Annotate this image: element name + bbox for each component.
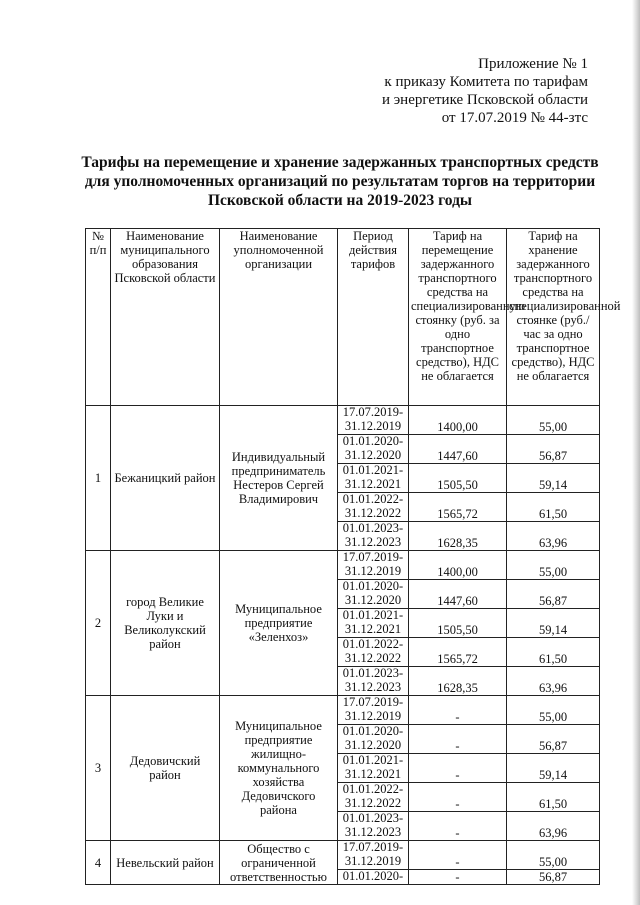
period-cell: 01.01.2021-31.12.2021 (338, 464, 409, 493)
store-tariff-cell (507, 493, 600, 522)
move-tariff-cell (409, 870, 507, 885)
move-tariff-cell (409, 667, 507, 696)
tariff-value: 1505,50 (437, 478, 478, 492)
municipality-cell: Бежаницкий район (111, 406, 220, 551)
period-cell: 01.01.2023-31.12.2023 (338, 667, 409, 696)
store-tariff-cell (507, 522, 600, 551)
store-tariff-cell (507, 754, 600, 783)
organization-cell: Муниципальное предприятие жилищно-коммунального хозяйства Дедовичского района (220, 696, 338, 841)
tariff-value: 56,87 (538, 449, 568, 463)
period-cell: 01.01.2023-31.12.2023 (338, 522, 409, 551)
appendix-line: к приказу Комитета по тарифам (384, 74, 588, 90)
appendix-header (382, 55, 588, 127)
period-cell: 01.01.2022-31.12.2022 (338, 638, 409, 667)
scan-page-edge (632, 0, 640, 905)
period-cell: 01.01.2020- (338, 870, 409, 885)
table-header-row (86, 229, 600, 406)
tariff-value: 63,96 (538, 681, 568, 695)
organization-cell: Индивидуальный предприниматель Нестеров Сергей Владимирович (220, 406, 338, 551)
organization-cell: Общество с ограниченной ответственностью (220, 841, 338, 885)
move-tariff-cell (409, 841, 507, 870)
tariff-value: - (455, 710, 460, 724)
store-tariff-cell (507, 406, 600, 435)
tariff-value: - (455, 855, 460, 869)
store-tariff-cell (507, 725, 600, 754)
move-tariff-cell (409, 812, 507, 841)
move-tariff-cell (409, 580, 507, 609)
title-line: Тарифы на перемещение и хранение задержанных транспортных средств (81, 154, 599, 171)
tariff-value: 1628,35 (437, 681, 478, 695)
period-cell: 01.01.2020-31.12.2020 (338, 725, 409, 754)
tariff-value: 55,00 (538, 855, 568, 869)
period-cell: 01.01.2021-31.12.2021 (338, 754, 409, 783)
title-line: для уполномоченных организаций по результатам торгов на территории (84, 173, 596, 190)
header-store-tariff: Тариф на хранение задержанного транспортного средства на специализированной стоянке (руб./час за одно транспортное средство), НДС не облагается (507, 229, 600, 406)
municipality-cell: Дедовичский район (111, 696, 220, 841)
appendix-line: от 17.07.2019 № 44-зтс (441, 110, 588, 126)
period-cell: 17.07.2019-31.12.2019 (338, 841, 409, 870)
move-tariff-cell (409, 609, 507, 638)
tariff-value: 63,96 (538, 536, 568, 550)
store-tariff-cell (507, 841, 600, 870)
tariff-value: 1447,60 (437, 594, 478, 608)
period-cell: 17.07.2019-31.12.2019 (338, 406, 409, 435)
title-line: Псковской области на 2019-2023 годы (207, 192, 473, 209)
store-tariff-cell (507, 435, 600, 464)
tariff-value: - (455, 826, 460, 840)
period-cell: 01.01.2020-31.12.2020 (338, 435, 409, 464)
table-row (86, 841, 600, 870)
move-tariff-cell (409, 464, 507, 493)
tariff-value: 1447,60 (437, 449, 478, 463)
store-tariff-cell (507, 609, 600, 638)
tariff-value: 55,00 (538, 565, 568, 579)
tariff-value: 61,50 (538, 507, 568, 521)
row-number: 2 (86, 551, 111, 696)
store-tariff-cell (507, 464, 600, 493)
period-cell: 01.01.2021-31.12.2021 (338, 609, 409, 638)
move-tariff-cell (409, 493, 507, 522)
move-tariff-cell (409, 406, 507, 435)
organization-cell: Муниципальное предприятие «Зеленхоз» (220, 551, 338, 696)
tariff-value: 1505,50 (437, 623, 478, 637)
store-tariff-cell (507, 667, 600, 696)
tariff-value: - (455, 768, 460, 782)
tariff-value: - (455, 739, 460, 753)
period-cell: 01.01.2022-31.12.2022 (338, 783, 409, 812)
tariff-value: 1565,72 (437, 507, 478, 521)
move-tariff-cell (409, 783, 507, 812)
tariff-value: - (455, 870, 460, 884)
municipality-cell: Невельский район (111, 841, 220, 885)
move-tariff-cell (409, 754, 507, 783)
municipality-cell: город Великие Луки и Великолукский район (111, 551, 220, 696)
header-organization: Наименование уполномоченной организации (220, 229, 338, 406)
store-tariff-cell (507, 580, 600, 609)
header-municipality: Наименование муниципального образования Псковской области (111, 229, 220, 406)
tariffs-table (85, 228, 621, 885)
tariff-value: 1565,72 (437, 652, 478, 666)
period-cell: 17.07.2019-31.12.2019 (338, 696, 409, 725)
table-row (86, 696, 600, 725)
header-num: № п/п (86, 229, 111, 406)
period-cell: 01.01.2023-31.12.2023 (338, 812, 409, 841)
move-tariff-cell (409, 638, 507, 667)
tariff-value: 1400,00 (437, 565, 478, 579)
move-tariff-cell (409, 725, 507, 754)
tariff-value: 55,00 (538, 710, 568, 724)
tariff-value: 1400,00 (437, 420, 478, 434)
tariff-value: 59,14 (538, 768, 568, 782)
row-number: 3 (86, 696, 111, 841)
store-tariff-cell (507, 638, 600, 667)
store-tariff-cell (507, 783, 600, 812)
tariff-value: 59,14 (538, 623, 568, 637)
period-cell: 01.01.2022-31.12.2022 (338, 493, 409, 522)
header-period: Период действия тарифов (338, 229, 409, 406)
move-tariff-cell (409, 551, 507, 580)
period-cell: 17.07.2019-31.12.2019 (338, 551, 409, 580)
row-number: 4 (86, 841, 111, 885)
tariff-value: 56,87 (538, 739, 568, 753)
tariff-value: 56,87 (538, 594, 568, 608)
table-body (86, 406, 600, 885)
store-tariff-cell (507, 696, 600, 725)
move-tariff-cell (409, 435, 507, 464)
row-number: 1 (86, 406, 111, 551)
store-tariff-cell (507, 551, 600, 580)
tariff-value: 55,00 (538, 420, 568, 434)
move-tariff-cell (409, 696, 507, 725)
move-tariff-cell (409, 522, 507, 551)
table-row (86, 551, 600, 580)
tariff-value: - (455, 797, 460, 811)
appendix-line: Приложение № 1 (478, 56, 588, 72)
tariff-value: 61,50 (538, 652, 568, 666)
tariff-value: 1628,35 (437, 536, 478, 550)
store-tariff-cell (507, 870, 600, 885)
tariff-value: 61,50 (538, 797, 568, 811)
tariff-value: 56,87 (538, 870, 568, 884)
tariff-value: 63,96 (538, 826, 568, 840)
table-row (86, 406, 600, 435)
store-tariff-cell (507, 812, 600, 841)
tariff-value: 59,14 (538, 478, 568, 492)
document-title (70, 153, 610, 210)
appendix-line: и энергетике Псковской области (381, 92, 588, 108)
header-move-tariff: Тариф на перемещение задержанного транспортного средства на специализированную стоянку (руб. за одно транспортное средство), НДС не облагается (409, 229, 507, 406)
period-cell: 01.01.2020-31.12.2020 (338, 580, 409, 609)
